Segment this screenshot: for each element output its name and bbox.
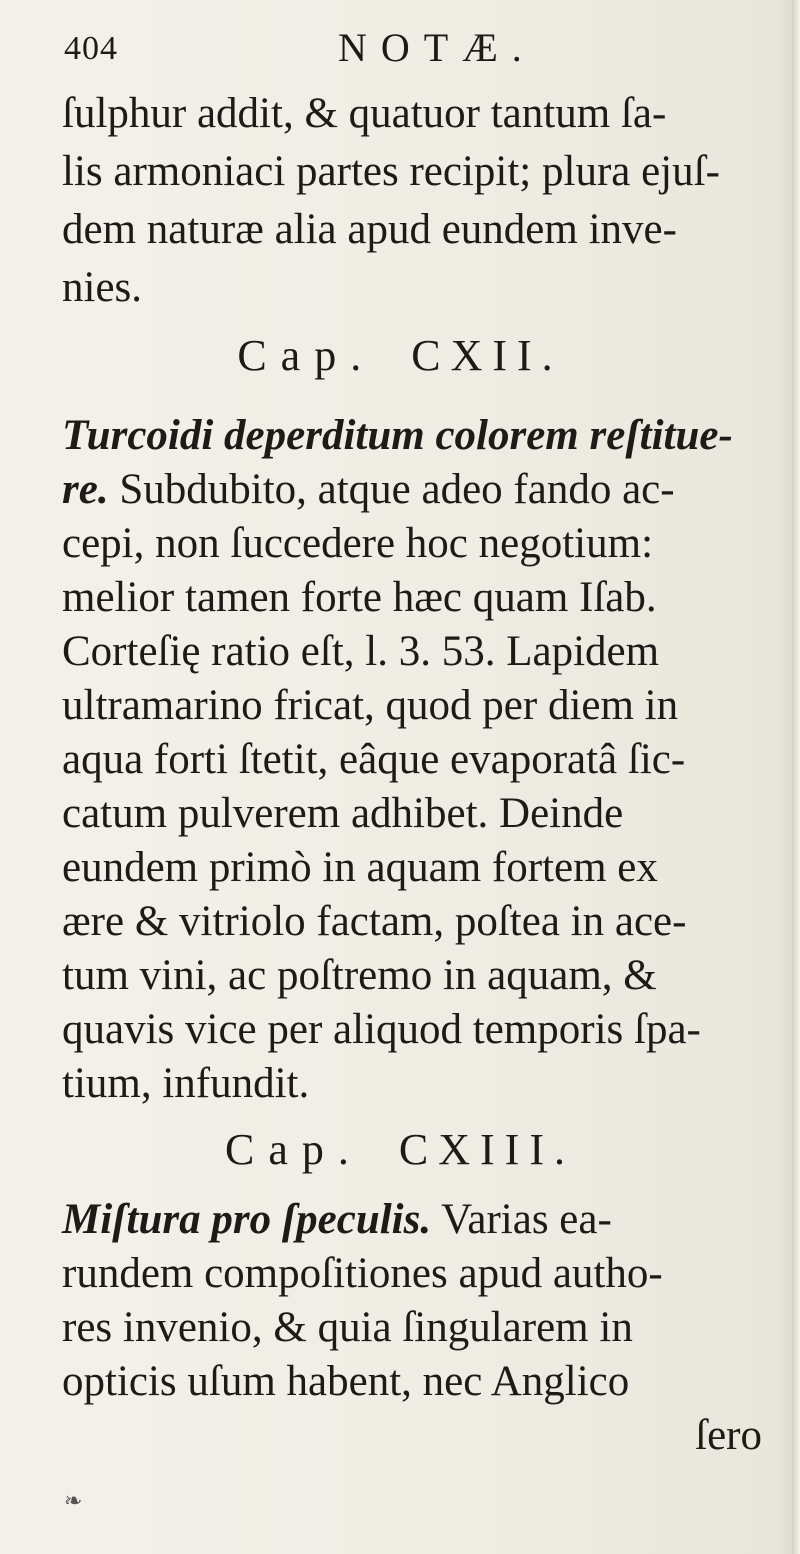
chapter-label: Cap. (225, 1125, 363, 1174)
ink-mark-icon: ❧ (64, 1488, 83, 1513)
text-line: eundem primò in aquam fortem ex (62, 844, 658, 891)
running-title: NOTÆ. (338, 25, 536, 70)
text-line (62, 410, 770, 462)
page-edge (792, 0, 800, 1554)
text-line: Miſtura pro ſpeculis. Varias ea- (62, 1196, 612, 1243)
text-line: ære & vitriolo factam, poſtea in ace- (62, 898, 687, 945)
italic-title: Turcoidi deperditum colorem reſtitue- (62, 412, 733, 459)
text-line: ſulphur addit, & quatuor tantum ſa- (62, 90, 667, 137)
text-line: nies. (62, 264, 143, 311)
chapter-number: CXIII. (398, 1125, 575, 1174)
text-line: melior tamen forte hæc quam Iſab. (62, 574, 657, 621)
chapter-heading (0, 330, 800, 381)
page-header (58, 22, 760, 72)
text-line: tum vini, ac poſtremo in aquam, & (62, 952, 657, 999)
catchword: ſero (695, 1412, 762, 1459)
text-line: res invenio, & quia ſingularem in (62, 1304, 633, 1351)
page-number: 404 (64, 30, 118, 67)
text-line: rundem compoſitiones apud autho- (62, 1250, 663, 1297)
text-line: aqua forti ſtetit, eâque evaporatâ ſic- (62, 736, 686, 783)
text-line: dem naturæ alia apud eundem inve- (62, 206, 677, 253)
chapter-label: Cap. (237, 331, 376, 380)
italic-title: Miſtura pro ſpeculis. (62, 1196, 432, 1243)
text-line: tium, infundit. (62, 1060, 310, 1107)
italic-title: re. (62, 466, 109, 513)
text-line: catum pulverem adhibet. Deinde (62, 790, 624, 837)
text-line: ultramarino fricat, quod per diem in (62, 682, 679, 729)
text-line: Corteſię ratio eſt, l. 3. 53. Lapidem (62, 628, 660, 675)
text-line: lis armoniaci partes recipit; plura ejuſ- (62, 148, 720, 195)
chapter-number: CXII. (411, 331, 563, 380)
chapter-heading (0, 1124, 800, 1175)
text-line: quavis vice per aliquod temporis ſpa- (62, 1006, 701, 1053)
text-line: opticis uſum habent, nec Anglico (62, 1358, 630, 1405)
text-line: cepi, non ſuccedere hoc negotium: (62, 520, 654, 567)
text-line: re. Subdubito, atque adeo fando ac- (62, 466, 675, 513)
